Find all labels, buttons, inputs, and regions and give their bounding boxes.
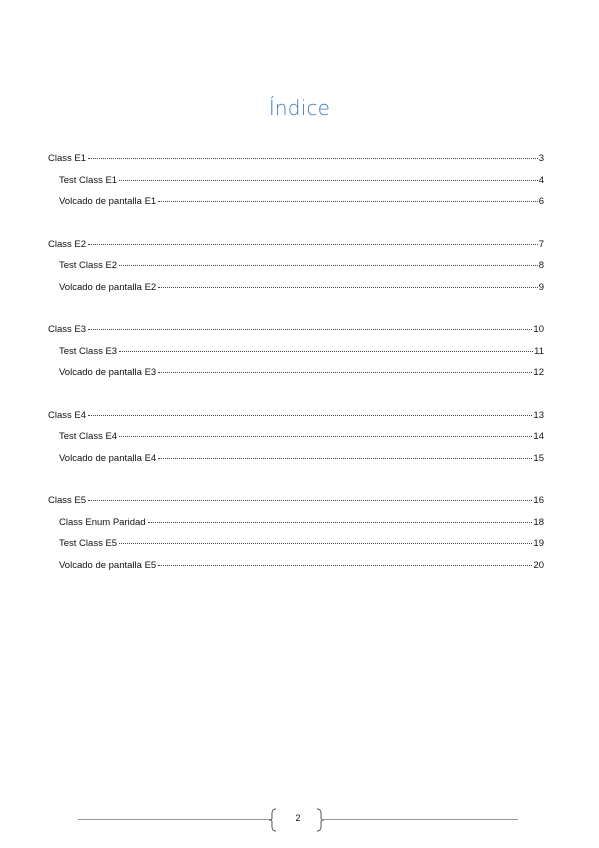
toc-subentry[interactable]: [48, 512, 544, 534]
toc-subentry[interactable]: [48, 277, 544, 299]
toc-page-number: 16: [533, 495, 544, 506]
toc-dot-leader: [158, 201, 538, 202]
toc-page-number: 19: [533, 538, 544, 549]
toc-entry[interactable]: [48, 319, 544, 341]
toc-entry-title: Class E4: [48, 409, 87, 421]
toc-entry[interactable]: [48, 405, 544, 427]
toc-dot-leader: [119, 265, 538, 266]
toc-subentry[interactable]: [48, 448, 544, 470]
toc-dot-leader: [119, 351, 533, 352]
toc-page-number: 9: [538, 281, 544, 293]
toc-page-number: 6: [538, 196, 544, 207]
footer-rule-left: [78, 819, 270, 820]
toc-page-number: 12: [533, 367, 544, 378]
toc-dot-leader: [119, 436, 532, 437]
page-number: 2: [295, 813, 301, 823]
toc-subentry[interactable]: [48, 255, 544, 277]
toc-subentry[interactable]: [48, 426, 544, 448]
toc-subentry[interactable]: [48, 555, 544, 577]
toc-dot-leader: [119, 180, 538, 181]
toc-dot-leader: [88, 158, 538, 159]
toc-section-group: [48, 319, 544, 384]
toc-dot-leader: [148, 522, 533, 523]
toc-page-number: 3: [538, 153, 544, 164]
toc-dot-leader: [88, 415, 532, 416]
toc-page-number: 18: [533, 516, 544, 528]
toc-entry-title: Volcado de pantalla E4: [59, 452, 157, 464]
toc-entry[interactable]: [48, 490, 544, 512]
page-footer: [78, 808, 518, 832]
toc-subentry[interactable]: [48, 191, 544, 213]
toc-dot-leader: [88, 500, 532, 501]
toc-page-number: 8: [538, 260, 544, 271]
table-of-contents: [48, 148, 544, 597]
toc-entry-title: Class E3: [48, 324, 87, 335]
footer-rule-right: [322, 819, 518, 820]
left-brace-icon: [268, 808, 278, 832]
toc-page-number: 20: [533, 559, 544, 571]
toc-page-number: 11: [534, 345, 544, 357]
toc-entry-title: Volcado de pantalla E3: [59, 367, 157, 378]
toc-subentry[interactable]: [48, 341, 544, 363]
toc-entry-title: Volcado de pantalla E5: [59, 559, 157, 571]
toc-page-number: 15: [533, 452, 544, 464]
toc-dot-leader: [119, 543, 532, 544]
toc-entry-title: Test Class E5: [59, 538, 118, 549]
toc-entry[interactable]: [48, 234, 544, 256]
toc-entry-title: Test Class E1: [59, 174, 118, 186]
toc-entry-title: Test Class E3: [59, 345, 118, 357]
toc-subentry[interactable]: [48, 170, 544, 192]
toc-entry-title: Volcado de pantalla E1: [59, 196, 157, 207]
toc-title: Índice: [268, 96, 331, 120]
toc-page-number: 7: [538, 238, 544, 250]
toc-dot-leader: [158, 372, 532, 373]
toc-entry-title: Test Class E4: [59, 431, 118, 442]
toc-entry-title: Volcado de pantalla E2: [59, 281, 157, 293]
toc-entry[interactable]: [48, 148, 544, 170]
toc-entry-title: Class E5: [48, 495, 87, 506]
toc-section-group: [48, 148, 544, 213]
toc-dot-leader: [158, 565, 532, 566]
toc-section-group: [48, 234, 544, 299]
toc-entry-title: Class E1: [48, 153, 87, 164]
toc-dot-leader: [158, 458, 532, 459]
toc-entry-title: Class E2: [48, 238, 87, 250]
toc-page-number: 10: [533, 324, 544, 335]
toc-page-number: 13: [533, 409, 544, 421]
toc-section-group: [48, 490, 544, 576]
toc-page-number: 14: [533, 431, 544, 442]
toc-dot-leader: [88, 244, 538, 245]
toc-entry-title: Test Class E2: [59, 260, 118, 271]
toc-page-number: 4: [538, 174, 544, 186]
toc-entry-title: Class Enum Paridad: [59, 516, 146, 528]
toc-dot-leader: [158, 287, 538, 288]
toc-section-group: [48, 405, 544, 470]
right-brace-icon: [315, 808, 325, 832]
toc-subentry[interactable]: [48, 362, 544, 384]
toc-subentry[interactable]: [48, 533, 544, 555]
toc-dot-leader: [88, 329, 532, 330]
